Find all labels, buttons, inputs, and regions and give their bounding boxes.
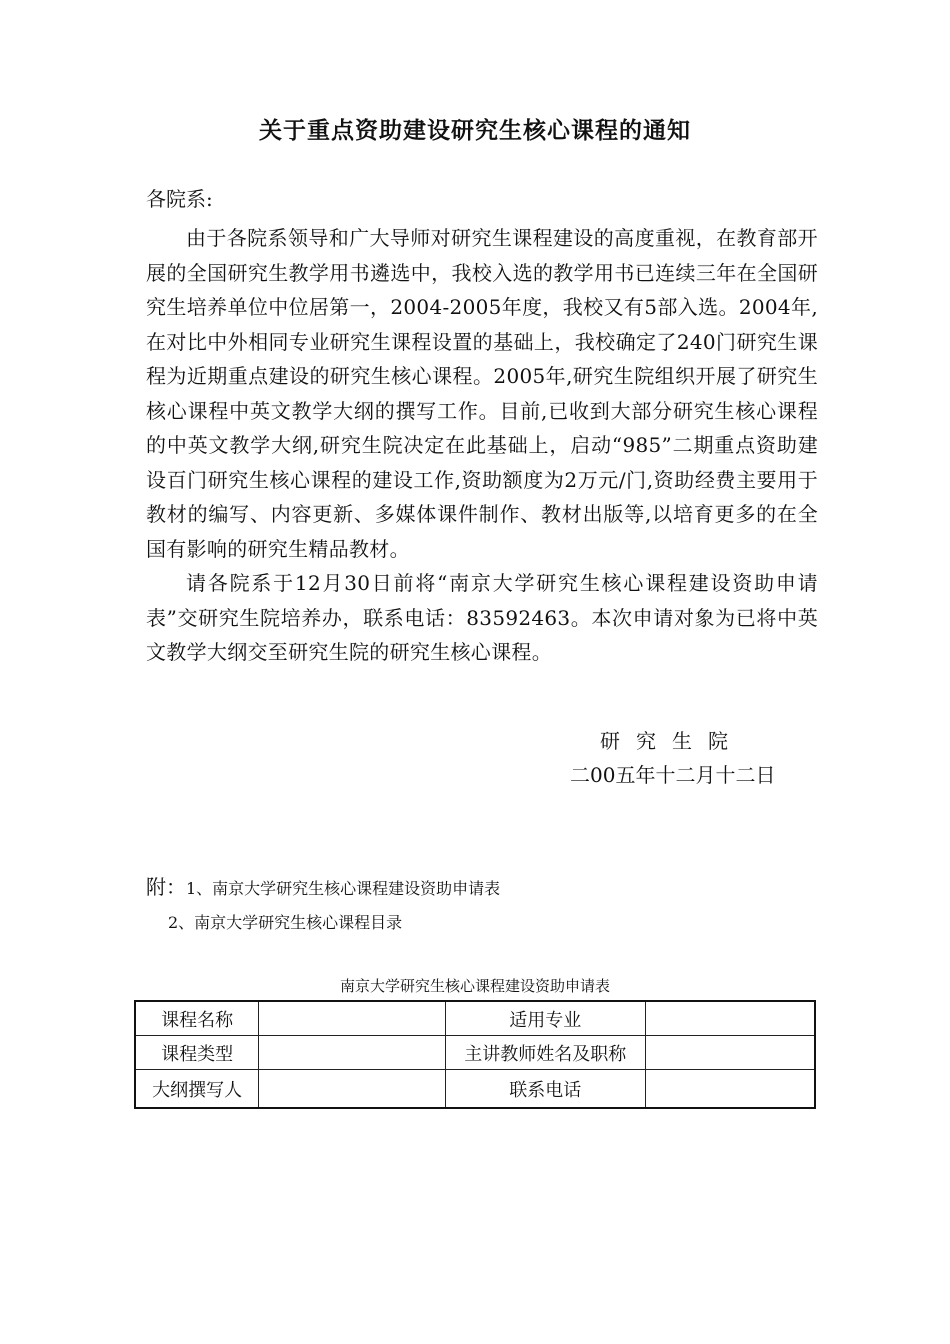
paragraph: 请各院系于12月30日前将“南京大学研究生核心课程建设资助申请表”交研究生院培养办，联系电话：83592463。本次申请对象为已将中英文教学大纲交至研究生院的研究生核心课程。: [146, 571, 818, 664]
field-label: 联系电话: [445, 1070, 645, 1109]
field-value-cell[interactable]: [259, 1001, 445, 1036]
attachment-item: [146, 870, 500, 906]
field-label: 主讲教师姓名及职称: [445, 1036, 645, 1070]
notice-body: [146, 221, 818, 670]
table-row: [135, 1036, 815, 1070]
table-row: [135, 1001, 815, 1036]
field-label: 大纲撰写人: [135, 1070, 259, 1109]
attachment-text: 2、南京大学研究生核心课程目录: [168, 913, 403, 932]
field-value-cell[interactable]: [646, 1070, 816, 1109]
table-caption: 南京大学研究生核心课程建设资助申请表: [339, 977, 610, 995]
field-value-cell[interactable]: [646, 1001, 816, 1036]
application-form-table: [134, 1000, 816, 1109]
attachments-label: 附：: [146, 875, 186, 899]
paragraph: 由于各院系领导和广大导师对研究生课程建设的高度重视，在教育部开展的全国研究生教学用书遴选中，我校入选的教学用书已连续三年在全国研究生培养单位中位居第一，2004-2005年度，我校又有5部入选。2004年,在对比中外相同专业研究生课程设置的基础上，我校确定了240门研究生课程为近期重点建设的研究生核心课程。2005年,研究生院组织开展了研究生核心课程中英文教学大纲的撰写工作。目前,已收到大部分研究生核心课程的中英文教学大纲,研究生院决定在此基础上，启动“985”二期重点资助建设百门研究生核心课程的建设工作,资助额度为2万元/门,资助经费主要用于教材的编写、内容更新、多媒体课件制作、教材出版等,以培育更多的在全国有影响的研究生精品教材。: [146, 226, 818, 561]
issue-date: 二00五年十二月十二日: [570, 763, 776, 787]
attachment-text: 1、南京大学研究生核心课程建设资助申请表: [186, 879, 501, 898]
notice-title: 关于重点资助建设研究生核心课程的通知: [259, 117, 691, 144]
salutation: 各院系:: [146, 187, 213, 211]
issuer-name: 研究生院: [600, 729, 744, 753]
field-value-cell[interactable]: [259, 1070, 445, 1109]
signature-block: [560, 724, 810, 792]
field-label: 课程类型: [135, 1036, 259, 1070]
field-label: 适用专业: [445, 1001, 645, 1036]
field-value-cell[interactable]: [646, 1036, 816, 1070]
attachments: [146, 870, 500, 940]
field-label: 课程名称: [135, 1001, 259, 1036]
attachment-item: [146, 906, 500, 940]
field-value-cell[interactable]: [259, 1036, 445, 1070]
table-row: [135, 1070, 815, 1109]
